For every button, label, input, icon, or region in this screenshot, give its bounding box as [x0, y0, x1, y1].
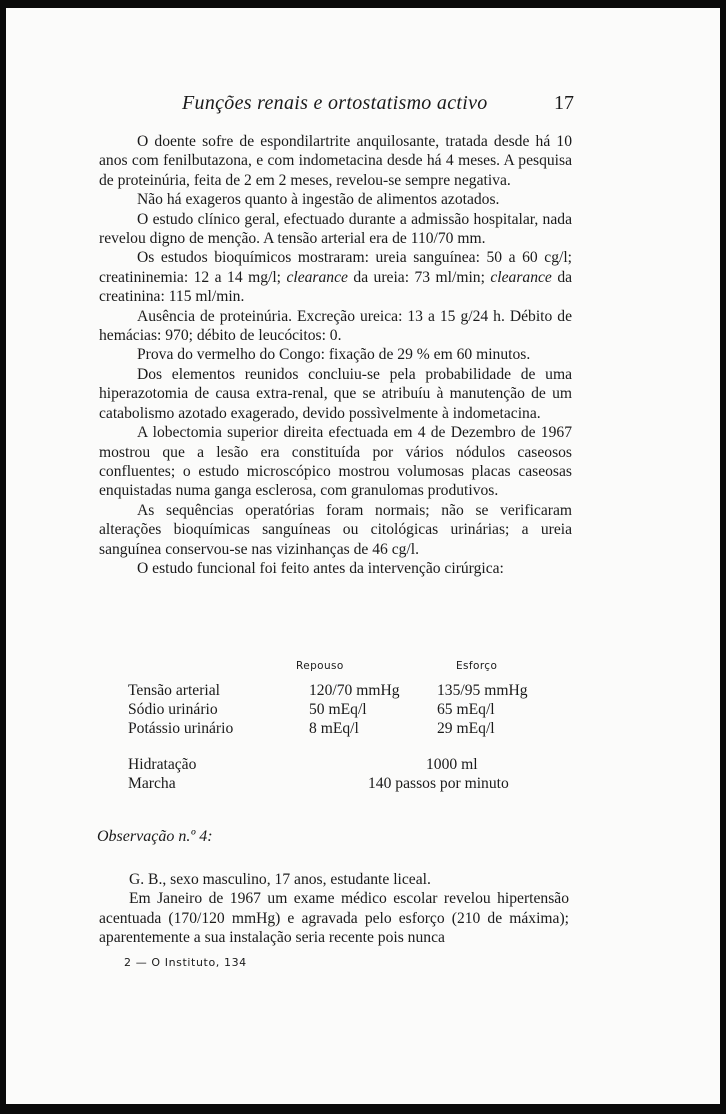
effort-value: 65 mEq/l — [437, 701, 495, 718]
table-row — [128, 756, 548, 776]
running-title: Funções renais e ortostatismo activo — [182, 92, 488, 114]
paragraph: Prova do vermelho do Congo: fixação de 29 % em 60 minutos. — [137, 346, 531, 364]
text-run: Os estudos bioquímicos mostraram: ureia sanguínea: 50 a 60 cg/l; creatininemia: 12 a 14 mg/l; — [99, 249, 572, 286]
page-number: 17 — [554, 92, 574, 114]
paragraph: O estudo funcional foi feito antes da intervenção cirúrgica: — [137, 559, 504, 577]
march-value: 140 passos por minuto — [368, 775, 509, 792]
rest-value: 120/70 mmHg — [309, 682, 400, 699]
table-row — [128, 720, 548, 740]
effort-value: 29 mEq/l — [437, 720, 495, 737]
effort-value: 135/95 mmHg — [437, 682, 528, 699]
hydration-value: 1000 ml — [426, 756, 478, 773]
body-text — [99, 132, 572, 578]
table-row — [128, 682, 548, 702]
paragraph: Ausência de proteinúria. Excreção ureica: 13 a 15 g/24 h. Débito de hemácias: 970; débito de leucócitos: 0. — [99, 307, 572, 345]
running-header — [182, 90, 578, 120]
text-run: da ureia: 73 ml/min; — [353, 268, 485, 286]
paragraph: As sequências operatórias foram normais; não se verificaram alterações bioquímicas sanguíneas ou citológicas urinárias; a ureia sanguínea conservou-se nas vizinhanças de 46 cg/l. — [99, 501, 572, 558]
table-row — [128, 775, 548, 795]
row-label: Tensão arterial — [128, 682, 220, 699]
signature-mark: 2 — O Instituto, 134 — [124, 956, 247, 969]
paragraph: A lobectomia superior direita efectuada em 4 de Dezembro de 1967 mostrou que a lesão era constituída por vários nódulos caseosos confluentes; o estudo microscópico mostrou volumosas placas caseosas enquistadas numa ganga esclerosa, com granulomas produtivos. — [99, 424, 572, 500]
observation-text — [99, 870, 569, 948]
paragraph: O doente sofre de espondilartrite anquilosante, tratada desde há 10 anos com fenilbutazona, e com indometacina desde há 4 meses. A pesquisa de proteinúria, feita de 2 em 2 meses, revelou-se sempre negativa. — [99, 133, 572, 189]
observation-heading: Observação n.º 4: — [97, 828, 213, 845]
paragraph — [99, 248, 572, 306]
row-label: Potássio urinário — [128, 720, 234, 737]
column-header-effort: Esforço — [456, 660, 498, 672]
paragraph: G. B., sexo masculino, 17 anos, estudante liceal. — [129, 871, 431, 888]
italic-term: clearance — [286, 268, 348, 286]
row-label: Marcha — [128, 775, 176, 792]
paragraph: Em Janeiro de 1967 um exame médico escolar revelou hipertensão acentuada (170/120 mmHg) e agravada pelo esforço (210 de máxima); aparentemente a sua instalação seria recente pois nunca — [99, 890, 569, 947]
italic-term: clearance — [490, 268, 552, 286]
function-study-table — [128, 660, 548, 800]
rest-value: 8 mEq/l — [309, 720, 359, 737]
row-label: Hidratação — [128, 756, 197, 773]
paragraph: O estudo clínico geral, efectuado durante a admissão hospitalar, nada revelou digno de menção. A tensão arterial era de 110/70 mm. — [99, 210, 572, 248]
table-row — [128, 701, 548, 721]
rest-value: 50 mEq/l — [309, 701, 367, 718]
paragraph: Dos elementos reunidos concluiu-se pela probabilidade de uma hiperazotomia de causa extra-renal, que se atribuíu à manutenção de um catabolismo azotado exagerado, devido possìvelmente à indometacina. — [99, 365, 572, 422]
paragraph: Não há exageros quanto à ingestão de alimentos azotados. — [137, 191, 500, 209]
row-label: Sódio urinário — [128, 701, 218, 718]
text-run: da creatinina: 115 ml/min. — [99, 268, 573, 306]
column-header-rest: Repouso — [296, 660, 344, 672]
